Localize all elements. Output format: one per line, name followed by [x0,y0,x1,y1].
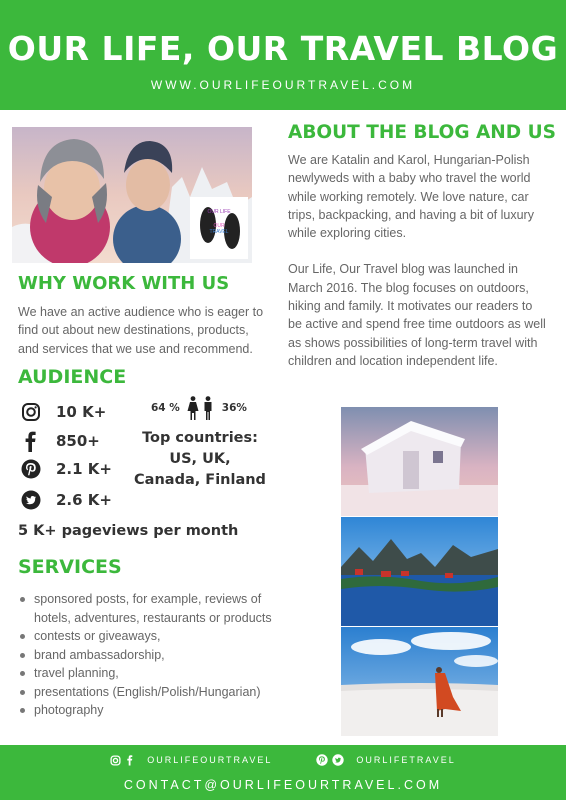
about-paragraph-1: We are Katalin and Karol, Hungarian-Polish newlyweds with a baby who travel the world while working remotely. We love nature, car trips, backpacking, and having a bit of luxury while exploring cities. [288,153,534,241]
logo-text-2: OUR [213,223,225,229]
footer-social-group-1 [110,754,272,766]
male-percentage: 36% [221,402,247,414]
about-paragraph-2: Our Life, Our Travel blog was launched in March 2016. The blog focuses on outdoors, hiking and family. It motivates our readers to be active and spend free time outdoors as well as shows possibilities of long-term travel with children and location independent life. [288,262,546,368]
website-url[interactable]: WWW.OURLIFEOURTRAVEL.COM [150,78,416,92]
instagram-count: 10 K+ [56,403,107,421]
stat-pinterest [20,458,112,480]
twitter-icon [20,489,42,511]
why-heading: WHY WORK WITH US [18,273,230,294]
photo-desert-woman [341,627,498,736]
page-title: OUR LIFE, OUR TRAVEL BLOG [7,29,559,68]
why-text: We have an active audience who is eager to find out about new destinations, products, and services that we use and recommend. [18,305,264,356]
female-percentage: 64 % [151,402,180,414]
services-heading: SERVICES [18,556,122,578]
about-heading: ABOUT THE BLOG AND US [288,122,556,143]
contact-email[interactable]: CONTACT@OURLIFEOURTRAVEL.COM [123,778,443,792]
top-countries-line-1: US, UK, [169,451,231,467]
instagram-icon[interactable] [110,755,121,766]
photo-snowy-cabin [341,407,498,516]
footer-social-row [0,754,566,766]
couple-photo [12,127,252,263]
logo-text-1: OUR LIFE [207,209,231,215]
photo-mountain-lake [341,517,498,626]
services-list [20,590,290,720]
list-item: brand ambassadorship, [20,646,290,665]
top-countries [130,428,270,491]
list-item: photography [20,701,290,720]
footer-banner [0,745,566,800]
stat-twitter [20,489,112,511]
twitter-count: 2.6 K+ [56,491,112,509]
list-item: travel planning, [20,664,290,683]
list-item: sponsored posts, for example, reviews of hotels, adventures, restaurants or products [20,590,290,627]
list-item: contests or giveaways, [20,627,290,646]
stat-instagram [20,401,106,423]
logo-text-3: TRAVEL [209,229,229,235]
pageviews: 5 K+ pageviews per month [18,523,239,539]
instagram-icon [20,401,42,423]
pinterest-icon [20,458,42,480]
about-text [288,151,546,370]
facebook-icon [20,430,42,452]
woman-man-icon [186,396,216,420]
twitter-icon[interactable] [332,754,344,766]
header-banner [0,0,566,110]
stat-facebook [20,430,100,452]
pinterest-count: 2.1 K+ [56,460,112,478]
list-item: presentations (English/Polish/Hungarian) [20,683,290,702]
facebook-count: 850+ [56,432,100,450]
audience-heading: AUDIENCE [18,366,127,388]
footer-handle-2[interactable]: OURLIFETRAVEL [356,755,456,765]
footer-social-group-2 [316,754,455,766]
gender-split [151,396,247,420]
top-countries-label: Top countries: [142,430,258,446]
facebook-icon[interactable] [125,754,135,766]
footer-handle-1[interactable]: OURLIFEOURTRAVEL [147,755,273,765]
top-countries-line-2: Canada, Finland [134,472,266,488]
pinterest-icon[interactable] [316,754,328,766]
